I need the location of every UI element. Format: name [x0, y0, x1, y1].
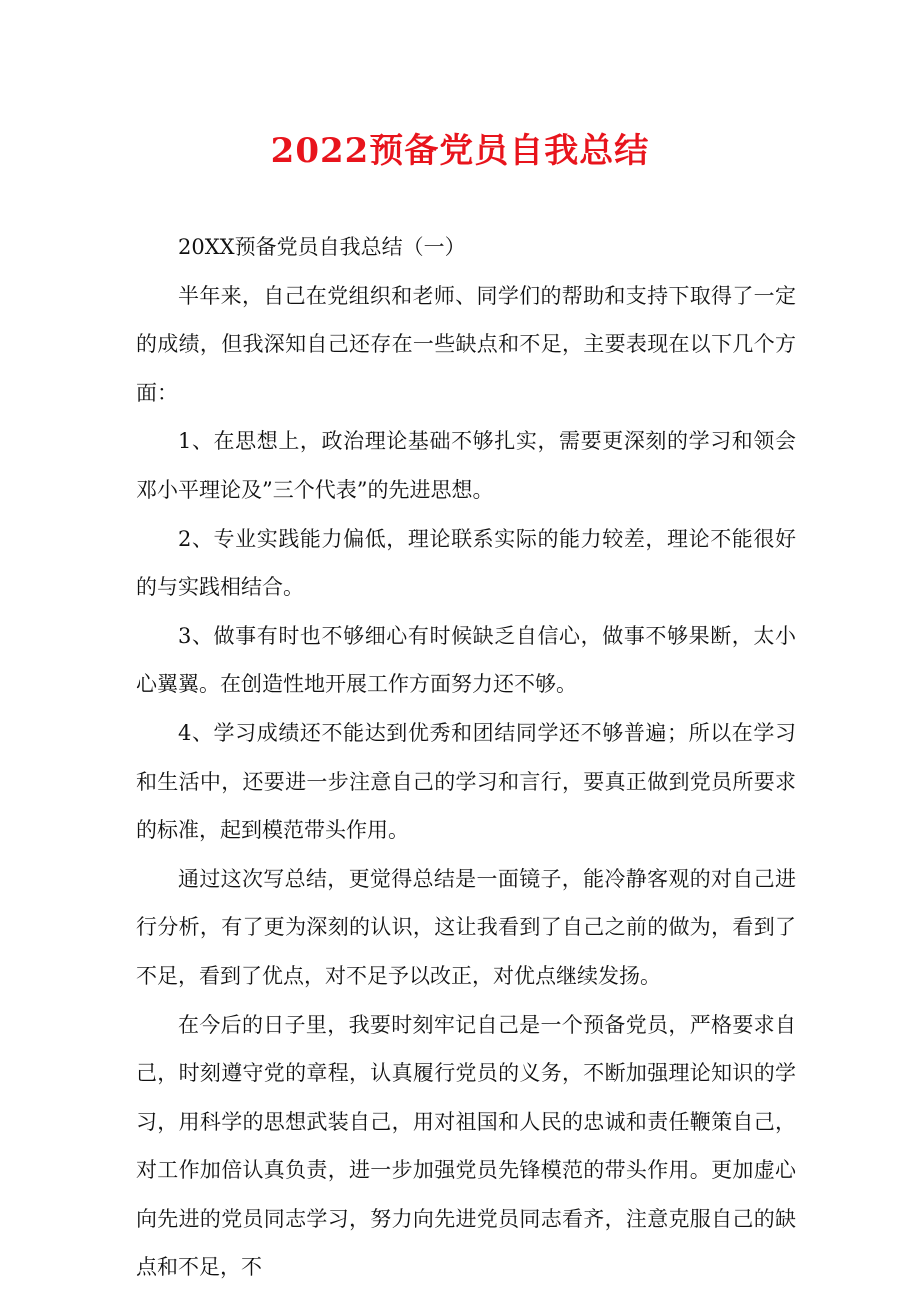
- document-title: 2022预备党员自我总结: [270, 131, 650, 171]
- paragraph-future: 在今后的日子里，我要时刻牢记自己是一个预备党员，严格要求自己，时刻遵守党的章程，认真履行党员的义务，不断加强理论知识的学习，用科学的思想武装自己，用对祖国和人民的忠诚和责任鞭策自己，对工作加倍认真负责，进一步加强党员先锋模范的带头作用。更加虚心向先进的党员同志学习，努力向先进党员同志看齐，注意克服自己的缺点和不足，不: [136, 1012, 796, 1280]
- paragraph-intro: 半年来，自己在党组织和老师、同学们的帮助和支持下取得了一定的成绩，但我深知自己还存在一些缺点和不足，主要表现在以下几个方面：: [136, 283, 796, 405]
- paragraph-point-4: 4、学习成绩还不能达到优秀和团结同学还不够普遍；所以在学习和生活中，还要进一步注意自己的学习和言行，要真正做到党员所要求的标准，起到模范带头作用。: [136, 720, 796, 843]
- paragraph-reflection: 通过这次写总结，更觉得总结是一面镜子，能冷静客观的对自己进行分析，有了更为深刻的认识，这让我看到了自己之前的做为，看到了不足，看到了优点，对不足予以改正，对优点继续发扬。: [136, 866, 796, 988]
- paragraph-point-2: 2、专业实践能力偏低，理论联系实际的能力较差，理论不能很好的与实践相结合。: [136, 526, 796, 600]
- paragraph-point-1: 1、在思想上，政治理论基础不够扎实，需要更深刻的学习和领会邓小平理论及”三个代表”的先进思想。: [136, 429, 796, 502]
- document-body: [136, 223, 796, 1292]
- section-subtitle: 20XX预备党员自我总结（一）: [178, 235, 466, 259]
- paragraph-point-3: 3、做事有时也不够细心有时候缺乏自信心，做事不够果断，太小心翼翼。在创造性地开展工作方面努力还不够。: [136, 623, 796, 697]
